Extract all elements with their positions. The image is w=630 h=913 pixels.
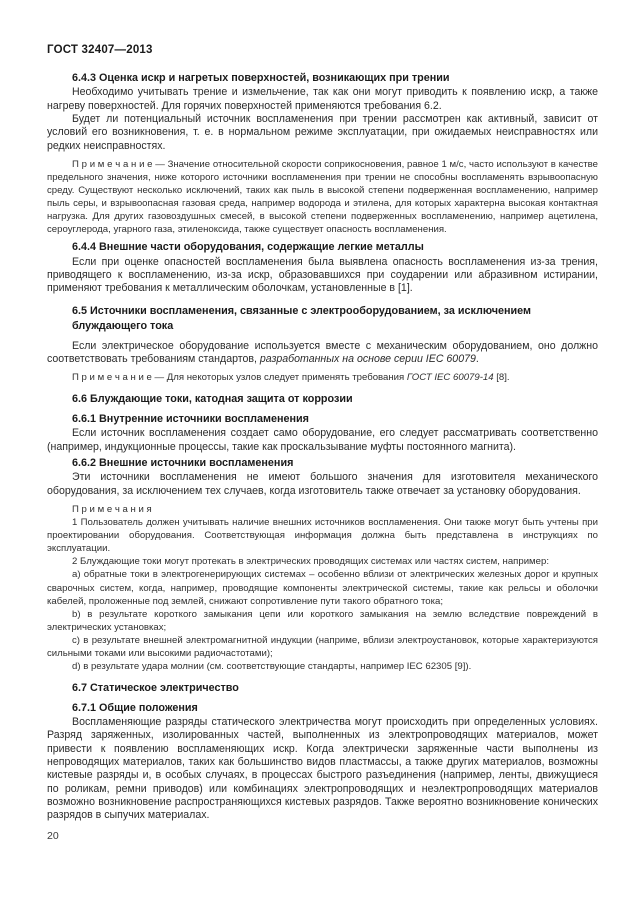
note-paragraph — [47, 608, 598, 634]
page-number: 20 — [47, 830, 59, 842]
note-paragraph — [47, 568, 598, 607]
note-paragraph — [47, 555, 598, 568]
section-heading — [47, 681, 598, 697]
document-standard-number: ГОСТ 32407—2013 — [47, 44, 153, 56]
text-run: b) в результате короткого замыкания цепи или короткого замыкания на землю вследствие повреждений в электрических установках; — [47, 608, 598, 633]
text-run: c) в результате внешней электромагнитной индукции (наприме, вблизи электроустановок, которые характеризуются сильными токами или высокими радиочастотами); — [47, 634, 598, 659]
text-run: [8]. — [493, 372, 510, 384]
section-heading — [47, 392, 598, 408]
text-run: П р и м е ч а н и е — Значение относительной скорости соприкосновения, равное 1 м/с, часто используют в качестве предельного значения, ниже которого источники воспламенения при трении не способны воспламенять взрывоопасную среду. Существуют несколько исключений, таких как пыль в высокой степени подверженная воспламенению, например пыль серы, и взрывоопасная газовая среда, например водорода и этилена, для которых характерна высокая контактная нагрузка. Для других газовоздушных смесей, в высокой степени подверженных воспламенению, например ацетилена, сероуглерода, угарного газа, этиленоксида, также существует опасность воспламенения. — [47, 158, 598, 236]
subsection-heading — [47, 72, 598, 85]
text-run: 6.4.3 Оценка искр и нагретых поверхностей, возникающих при трении — [72, 72, 450, 84]
text-run: d) в результате удара молнии (см. соответствующие стандарты, например IEC 62305 [9]). — [72, 661, 472, 673]
text-run: 6.5 Источники воспламенения, связанные с электрооборудованием, за исключением блуждающего тока — [72, 304, 531, 333]
document-content — [47, 69, 598, 822]
note-paragraph — [47, 371, 598, 384]
paragraph — [47, 427, 598, 454]
italic-text-run: ГОСТ IEC 60079-14 — [406, 372, 494, 384]
text-run: Если электрическое оборудование используется вместе с механическим оборудованием, оно должно соответствовать требованиям стандартов, — [47, 339, 598, 366]
paragraph — [47, 113, 598, 153]
note-paragraph — [47, 503, 598, 516]
subsection-heading — [47, 702, 598, 715]
text-run: Воспламеняющие разряды статического электричества могут происходить при определенных условиях. Разряд заряженных, изолированных частей, выполненных из электропроводящих материалов, может привести к появлению воспламеняющих искр. Когда электрически заряженные части выполнены из непроводящих материалов, таких как большинство видов пластмассы, а также других материалов, возможны кистевые разряды и, в особых случаях, в процессах быстрого разъединения (например, ленты, движущиеся по роликам, ремни приводов) или комбинациях электропроводящих и неэлектропроводящих материалов возможно возникновение распространяющихся кистевых разрядов. Также вероятно возникновение конических разрядов в сыпучих материалах. — [47, 716, 598, 822]
text-run: 6.7.1 Общие положения — [72, 701, 198, 714]
note-paragraph — [47, 516, 598, 555]
paragraph — [47, 256, 598, 296]
text-run: 6.6.1 Внутренние источники воспламенения — [72, 412, 309, 425]
text-run: . — [475, 353, 479, 366]
text-run: Эти источники воспламенения не имеют большого значения для изготовителя механического оборудования, за исключением тех случаев, когда изготовитель также отвечает за установку оборудования. — [47, 471, 598, 497]
text-run: a) обратные токи в электрогенерирующих системах – особенно вблизи от электрических железных дорог и крупных сварочных систем, когда, например, проводящие компоненты электрической системы, такие как рельсы и оболочки кабелей, проложенные под землей, снижают сопротивление пути такого обратного тока; — [47, 569, 598, 607]
text-run: 6.6 Блуждающие токи, катодная защита от коррозии — [72, 393, 353, 406]
note-paragraph — [47, 660, 598, 673]
section-heading — [47, 304, 598, 335]
italic-text-run: разработанных на основе серии IEC 60079 — [259, 353, 476, 366]
text-run: 6.7 Статическое электричество — [72, 682, 239, 695]
paragraph — [47, 471, 598, 498]
text-run: Необходимо учитывать трение и измельчение, так как они могут приводить к появлению искр, а также нагреву поверхностей. Для горячих поверхностей применяются требования 6.2. — [47, 86, 598, 112]
text-run: 1 Пользователь должен учитывать наличие внешних источников воспламенения. Они также могут быть учтены при проектировании оборудования. Соответствующая информация должна быть представлена в инструкциях по эксплуатации. — [47, 517, 598, 555]
text-run: П р и м е ч а н и е — Для некоторых узлов следует применять требования — [72, 372, 407, 384]
text-run: 6.6.2 Внешние источники воспламенения — [72, 456, 294, 469]
text-run: Будет ли потенциальный источник воспламенения при трении рассмотрен как активный, зависит от условий его возникновения, т. е. в нормальном режиме эксплуатации, при ожидаемых неисправностях или редких неисправностях. — [47, 113, 598, 152]
subsection-heading — [47, 413, 598, 426]
paragraph — [47, 716, 598, 822]
subsection-heading — [47, 241, 598, 254]
paragraph — [47, 86, 598, 113]
text-run: 2 Блуждающие токи могут протекать в электрических проводящих системах или частях систем, например: — [72, 556, 549, 568]
text-run: Если при оценке опасностей воспламенения была выявлена опасность воспламенения из-за трения, приводящего к воспламенению, из-за искр, образовавшихся при соударении или абразивном истирании, применяют требования к металлическим оболочкам, установленные в [1]. — [47, 255, 598, 295]
text-run: 6.4.4 Внешние части оборудования, содержащие легкие металлы — [72, 241, 424, 254]
text-run: Если источник воспламенения создает само оборудование, его следует рассматривать соответственно (например, индукционные процессы, такие как проскальзывание муфты постоянного магнита). — [47, 427, 598, 453]
text-run: П р и м е ч а н и я — [72, 503, 152, 515]
subsection-heading — [47, 457, 598, 470]
paragraph — [47, 340, 598, 367]
note-paragraph — [47, 634, 598, 660]
note-paragraph — [47, 158, 598, 237]
